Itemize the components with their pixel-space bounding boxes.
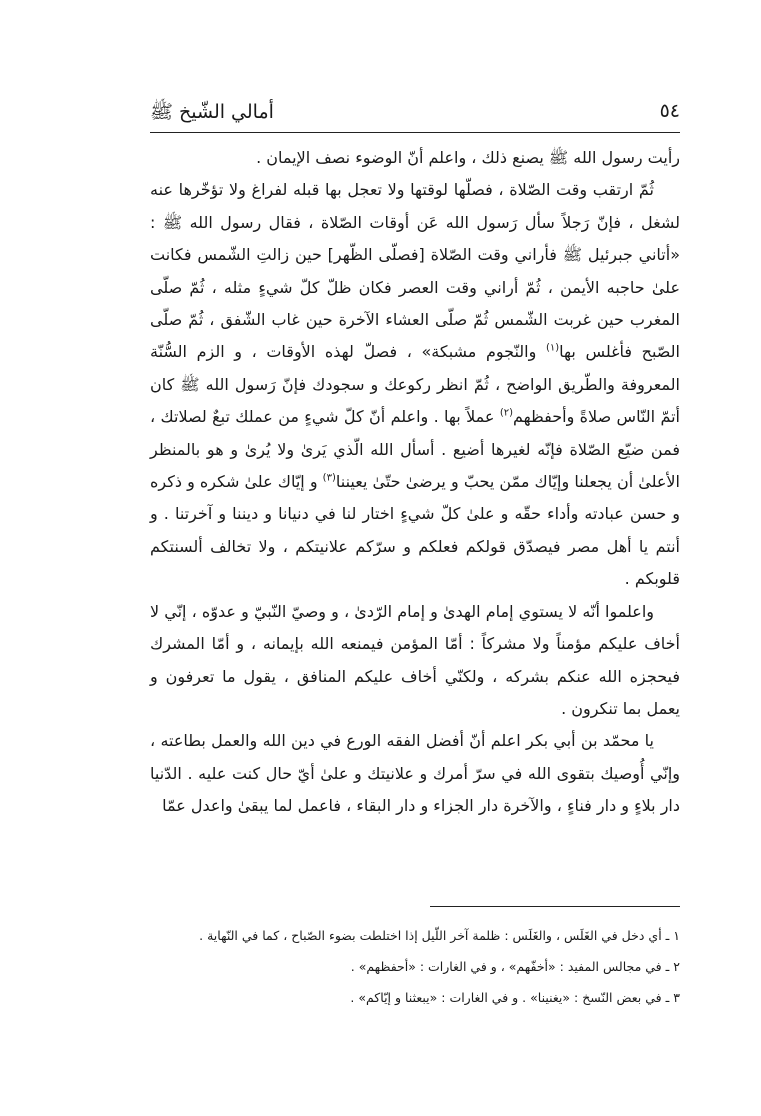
running-title: أمالي الشّيخ ﷺ (150, 101, 274, 123)
text-segment: واعلموا أنّه لا يستوي إمام الهدىٰ و إمام الرّدىٰ ، و وصيّ النّبيّ و عدوّه ، إنّي لا أخاف عليكم مؤمناً ولا مشركاً : أمّا المؤمن فيمنعه الله بإيمانه ، و أمّا المشرك فيحجزه الله عنكم بشركه ، ولكنّي أخاف عليكم المنافق ، يقول ما تعرفون و يعمل بما تنكرون . (150, 601, 680, 718)
text-segment: ثُمّ ارتقب وقت الصّلاة ، فصلّها لوقتها ولا تعجل بها قبله لفراغ ولا تؤخّرها عنه لشغل ، فإنّ رَجلاً سأل رَسول الله عَن أوقات الصّلاة ، فقال رسول الله ﷺ : «أتاني جبرئيل ﷺ فأراني وقت الصّلاة [فصلّى الظّهر] حين زالتِ الشّمس فكانت علىٰ حاجبه الأيمن ، ثُمّ أراني وقت العصر فكان ظلّ كلّ شيءٍ مثله ، ثُمّ صلّى المغرب حين غربت الشّمس ثُمّ صلّى العشاء الآخرة حين غاب الشّفق ، ثُمّ صلّى الصّبح فأغلس بها (150, 180, 681, 362)
footnote-1: ١ ـ أي دخل في الغَلَس ، والغَلَس : ظلمة آخر اللّيل إذا اختلطت بضوء الصّباح ، كما في النّهاية . (199, 928, 680, 943)
footnote-ref-2[interactable]: (٢) (499, 407, 513, 419)
paragraph-4 (150, 725, 680, 822)
paragraph-1 (150, 142, 680, 174)
footnote-2: ٢ ـ في مجالس المفيد : «أخفّهم» ، و في الغارات : «أحفظهم» . (350, 959, 680, 974)
footnote-ref-3[interactable]: (٣) (322, 472, 336, 484)
main-text (150, 142, 680, 823)
footnote-divider (430, 906, 680, 907)
paragraph-2 (150, 174, 680, 595)
page-header (150, 96, 680, 133)
text-segment: عملاً بها . واعلم أنّ كلّ شيءٍ من عملك تبعٌ لصلاتك ، فمن ضيّع الصّلاة فإنّه لغيرها أضيع . أسأل الله الّذي يَرىٰ ولا يُرىٰ و هو بالمنظر الأعلىٰ أن يجعلنا وإيّاك ممّن يحبّ و يرضىٰ حتّىٰ يعيننا (150, 407, 680, 492)
paragraph-3 (150, 596, 680, 726)
text-segment: و إيّاك علىٰ شكره و ذكره و حسن عبادته وأداء حقّه و علىٰ كلّ شيءٍ اختار لنا في دنيانا و ديننا و آخرتنا . و أنتم يا أهل مصر فيصدّق قولكم فعلكم و سرّكم علانيتكم ، ولا تخالف ألسنتكم قلوبكم . (150, 472, 680, 589)
text-segment: يا محمّد بن أبي بكر اعلم أنّ أفضل الفقه الورع في دين الله والعمل بطاعته ، وإنّي أُوصيك بتقوى الله في سرّ أمرك و علانيتك و علىٰ أيّ حال كنت عليه . الدّنيا دار بلاءٍ و دار فناءٍ ، والآخرة دار الجزاء و دار البقاء ، فاعمل لما يبقىٰ واعدل عمّا (150, 731, 680, 816)
footnote-3: ٣ ـ في بعض النّسخ : «يغنينا» . و في الغارات : «يبعثنا و إيّاكم» . (350, 990, 680, 1005)
page-number: ٥٤ (659, 100, 680, 122)
text-segment: رأيت رسول الله ﷺ يصنع ذلك ، واعلم أنّ الوضوء نصف الإيمان . (256, 148, 680, 167)
text-segment: والنّجوم مشبكة» ، فصلّ لهذه الأوقات ، و الزم السُّنّة المعروفة والطّريق الواضح ، ثُمّ انظر ركوعك و سجودك فإنّ رَسول الله ﷺ كان أتمّ النّاس صلاةً وأحفظهم (150, 342, 680, 427)
footnotes (150, 920, 680, 1013)
footnote-ref-1[interactable]: (١) (545, 343, 560, 355)
